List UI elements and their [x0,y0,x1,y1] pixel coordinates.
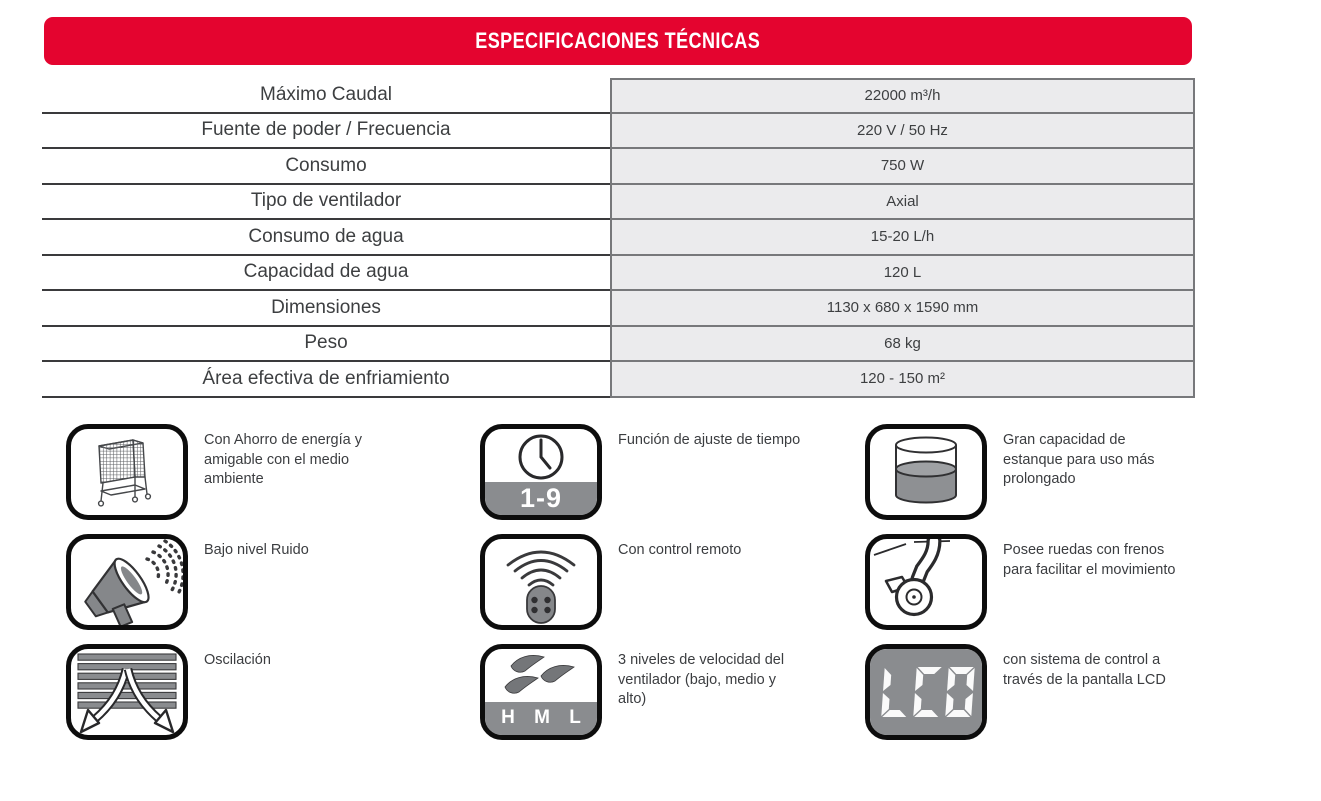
feature-description: Gran capacidad de estanque para uso más prolongado [1003,432,1155,487]
features-grid [66,424,1265,754]
feature-description: 3 niveles de velocidad del ventilador (bajo, medio y alto) [618,652,785,707]
spec-row [42,78,1195,114]
spec-row [42,256,1195,292]
spec-row [42,220,1195,256]
oscillation-louvers-icon [66,644,188,740]
page-title: ESPECIFICACIONES TÉCNICAS [475,28,761,53]
feature-description: Con Ahorro de energía y amigable con el medio ambiente [204,432,362,487]
spec-value: 750 W [610,149,1195,185]
feature-description: con sistema de control a través de la pantalla LCD [1003,652,1166,688]
spec-value: 120 L [610,256,1195,292]
remote-control-icon [480,534,602,630]
timer-clock-icon [480,424,602,520]
caster-wheel-icon [865,534,987,630]
water-tank-icon [865,424,987,520]
spec-value: 15-20 L/h [610,220,1195,256]
feature-description: Con control remoto [618,542,742,558]
spec-label: Dimensiones [42,291,610,327]
spec-value: 68 kg [610,327,1195,363]
spec-value: 22000 m³/h [610,78,1195,114]
spec-value: 120 - 150 m² [610,362,1195,398]
spec-row [42,327,1195,363]
specs-table [42,78,1195,398]
feature-description: Posee ruedas con frenos para facilitar el movimiento [1003,542,1176,578]
feature-description: Bajo nivel Ruido [204,542,309,558]
feature-description: Oscilación [204,652,271,668]
spec-value: Axial [610,185,1195,221]
spec-value: 220 V / 50 Hz [610,114,1195,150]
spec-label: Capacidad de agua [42,256,610,292]
lcd-seven-segment-text [870,649,982,735]
spec-value: 1130 x 680 x 1590 mm [610,291,1195,327]
feature-low-noise [66,534,480,644]
megaphone-icon [66,534,188,630]
spec-label: Consumo de agua [42,220,610,256]
spec-label: Fuente de poder / Frecuencia [42,114,610,150]
feature-energy-saving [66,424,480,534]
feature-remote [480,534,865,644]
header-banner [44,17,1192,65]
spec-label: Consumo [42,149,610,185]
spec-row [42,362,1195,398]
spec-label: Tipo de ventilador [42,185,610,221]
feature-description: Función de ajuste de tiempo [618,432,801,448]
spec-label: Máximo Caudal [42,78,610,114]
air-cooler-icon [66,424,188,520]
clock-icon [485,430,597,482]
feature-timer [480,424,865,534]
fan-speed-levels-badge: H M L [485,702,597,735]
wind-waves-icon [485,650,597,702]
spec-row [42,185,1195,221]
lcd-display-icon [865,644,987,740]
spec-row [42,114,1195,150]
feature-lcd [865,644,1265,754]
feature-oscillation [66,644,480,754]
spec-row [42,149,1195,185]
timer-range-badge: 1-9 [485,482,597,515]
feature-wheels [865,534,1265,644]
spec-label: Área efectiva de enfriamiento [42,362,610,398]
spec-label: Peso [42,327,610,363]
feature-tank-capacity [865,424,1265,534]
feature-fan-speeds [480,644,865,754]
fan-speed-icon [480,644,602,740]
spec-row [42,291,1195,327]
